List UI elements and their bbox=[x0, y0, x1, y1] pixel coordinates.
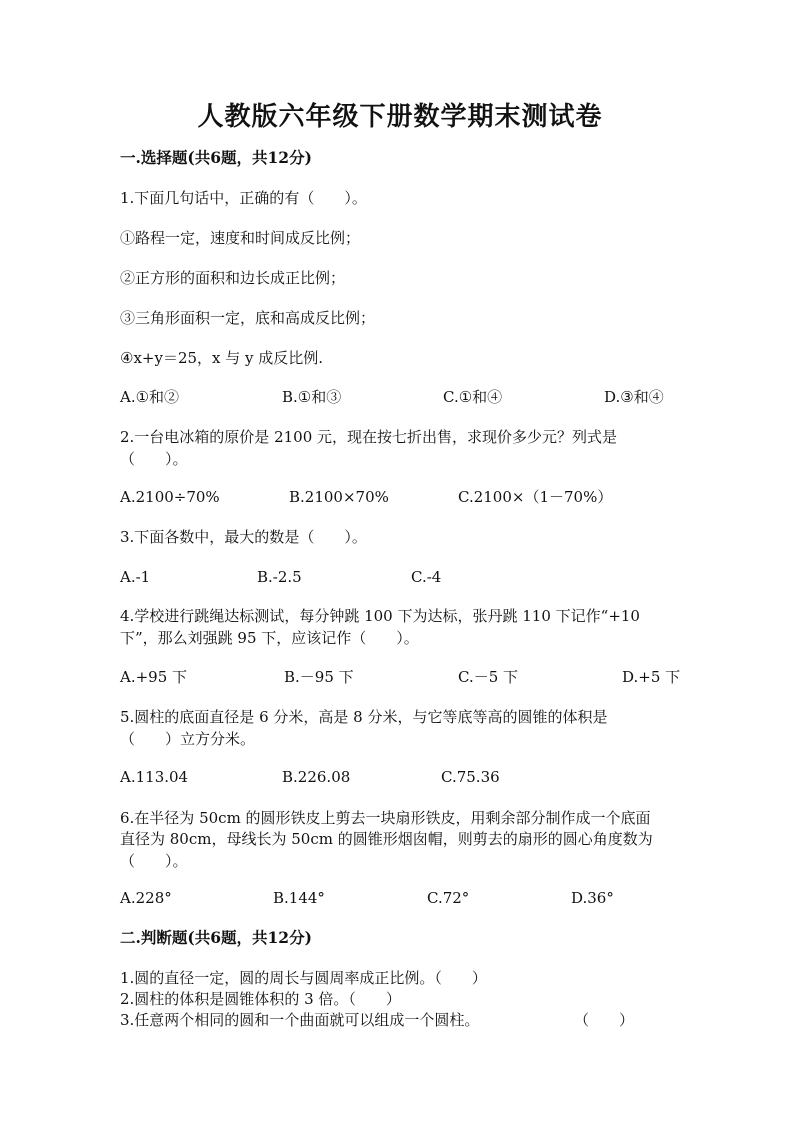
question-6-stem-line-2: 直径为 80cm，母线长为 50cm 的圆锥形烟囱帽，则剪去的扇形的圆心角度数为 bbox=[120, 830, 653, 848]
question-4-stem-line-2: 下”，那么刘强跳 95 下，应该记作（ ）。 bbox=[120, 629, 419, 647]
question-6-option-d: D.36° bbox=[571, 889, 614, 907]
question-2-option-b: B.2100×70% bbox=[289, 488, 389, 506]
question-1-statement-1: ①路程一定，速度和时间成反比例； bbox=[120, 229, 361, 247]
question-6-option-c: C.72° bbox=[427, 889, 470, 907]
question-1-option-a: A.①和② bbox=[120, 388, 180, 406]
judgement-item-3: 3.任意两个相同的圆和一个曲面就可以组成一个圆柱。 bbox=[120, 1011, 480, 1029]
question-2-option-a: A.2100÷70% bbox=[120, 488, 220, 506]
page-title: 人教版六年级下册数学期末测试卷 bbox=[197, 102, 603, 132]
question-2-stem-line-2: （ ）。 bbox=[120, 450, 188, 468]
question-1-option-c: C.①和④ bbox=[443, 388, 503, 406]
judgement-item-3-answer-paren: （ ） bbox=[574, 1011, 635, 1029]
question-3-option-c: C.-4 bbox=[411, 568, 442, 586]
question-4-option-d: D.+5 下 bbox=[622, 668, 681, 686]
question-2-option-c: C.2100×（1－70%） bbox=[458, 488, 613, 506]
question-5-option-b: B.226.08 bbox=[282, 768, 351, 786]
question-1-statement-3: ③三角形面积一定，底和高成反比例； bbox=[120, 309, 376, 327]
question-4-option-c: C.－5 下 bbox=[458, 668, 519, 686]
question-6-stem-line-1: 6.在半径为 50cm 的圆形铁皮上剪去一块扇形铁皮，用剩余部分制作成一个底面 bbox=[120, 809, 651, 827]
judgement-item-2: 2.圆柱的体积是圆锥体积的 3 倍。（ ） bbox=[120, 990, 401, 1008]
question-3-option-b: B.-2.5 bbox=[257, 568, 302, 586]
question-5-option-c: C.75.36 bbox=[441, 768, 500, 786]
question-1-statement-2: ②正方形的面积和边长成正比例； bbox=[120, 269, 346, 287]
question-1-statement-4: ④x+y＝25，x 与 y 成反比例. bbox=[120, 349, 324, 367]
question-6-stem-line-3: （ ）。 bbox=[120, 852, 188, 870]
question-5-stem-line-2: （ ）立方分米。 bbox=[120, 730, 256, 748]
question-5-option-a: A.113.04 bbox=[120, 768, 189, 786]
question-3-option-a: A.-1 bbox=[120, 568, 151, 586]
question-1-stem: 1.下面几句话中，正确的有（ ）。 bbox=[120, 189, 367, 207]
section-heading-choice: 一.选择题(共6题，共12分) bbox=[120, 148, 312, 167]
question-3-stem: 3.下面各数中，最大的数是（ ）。 bbox=[120, 528, 367, 546]
question-2-stem-line-1: 2.一台电冰箱的原价是 2100 元，现在按七折出售，求现价多少元？列式是 bbox=[120, 428, 618, 446]
question-6-option-a: A.228° bbox=[120, 889, 172, 907]
question-5-stem-line-1: 5.圆柱的底面直径是 6 分米，高是 8 分米，与它等底等高的圆锥的体积是 bbox=[120, 708, 608, 726]
question-1-option-d: D.③和④ bbox=[604, 388, 664, 406]
question-4-option-a: A.+95 下 bbox=[120, 668, 188, 686]
question-4-option-b: B.－95 下 bbox=[284, 668, 354, 686]
section-heading-judgement: 二.判断题(共6题，共12分) bbox=[120, 928, 312, 947]
question-1-option-b: B.①和③ bbox=[282, 388, 342, 406]
question-4-stem-line-1: 4.学校进行跳绳达标测试，每分钟跳 100 下为达标，张丹跳 110 下记作“+10 bbox=[120, 607, 640, 625]
judgement-item-1: 1.圆的直径一定，圆的周长与圆周率成正比例。（ ） bbox=[120, 969, 487, 987]
question-6-option-b: B.144° bbox=[273, 889, 325, 907]
